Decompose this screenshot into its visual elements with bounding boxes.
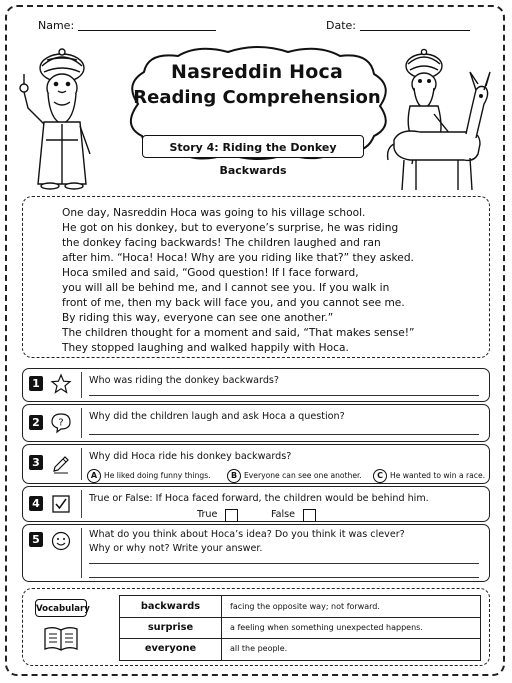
story-line: The children thought for a moment and said, “That makes sense!” bbox=[62, 327, 415, 339]
question-text: Who was riding the donkey backwards? bbox=[89, 375, 280, 386]
question-5 bbox=[22, 524, 490, 582]
story-line: They stopped laughing and walked happily with Hoca. bbox=[62, 342, 349, 354]
hoca-on-donkey-illustration bbox=[380, 44, 498, 194]
hoca-standing-illustration bbox=[14, 44, 114, 194]
question-2 bbox=[22, 404, 490, 442]
story-line: the donkey facing backwards! The children laughed and ran bbox=[62, 237, 381, 249]
choice-a[interactable] bbox=[87, 469, 211, 483]
answer-line[interactable] bbox=[89, 563, 479, 564]
vocabulary-definition: a feeling when something unexpected happens. bbox=[230, 623, 423, 632]
vocabulary-word: everyone bbox=[120, 638, 222, 660]
question-text: Why did the children laugh and ask Hoca a question? bbox=[89, 411, 345, 422]
choice-b[interactable] bbox=[227, 469, 362, 483]
choice-letter: C bbox=[373, 469, 387, 483]
question-text: Why did Hoca ride his donkey backwards? bbox=[89, 451, 292, 462]
story-line: He got on his donkey, but to everyone’s surprise, he was riding bbox=[62, 222, 399, 234]
story-line: you will all be behind me, and I cannot see you. If you walk in bbox=[62, 282, 390, 294]
checkbox-icon bbox=[50, 493, 72, 515]
question-number: 3 bbox=[29, 455, 43, 470]
true-label: True bbox=[197, 509, 218, 520]
name-label: Name: bbox=[38, 19, 75, 32]
question-text: What do you think about Hoca’s idea? Do you think it was clever? bbox=[89, 529, 405, 540]
title-line1: Nasreddin Hoca bbox=[171, 61, 343, 83]
story-line: Hoca smiled and said, “Good question! If I face forward, bbox=[62, 267, 359, 279]
pencil-icon bbox=[50, 453, 72, 475]
vocabulary-word: backwards bbox=[120, 596, 222, 618]
answer-line[interactable] bbox=[89, 395, 479, 396]
question-divider bbox=[81, 372, 82, 398]
story-line: One day, Nasreddin Hoca was going to his village school. bbox=[62, 207, 366, 219]
star-icon bbox=[50, 373, 72, 395]
false-label: False bbox=[271, 509, 296, 520]
choice-letter: A bbox=[87, 469, 101, 483]
vocabulary-definition: facing the opposite way; not forward. bbox=[230, 602, 380, 611]
vocabulary-row bbox=[120, 617, 480, 639]
question-divider bbox=[81, 448, 82, 480]
question-divider bbox=[81, 408, 82, 438]
header-row bbox=[0, 19, 512, 37]
choice-c[interactable] bbox=[373, 469, 485, 483]
smiley-icon bbox=[50, 530, 72, 552]
svg-text:?: ? bbox=[58, 417, 64, 429]
vocabulary-row bbox=[120, 596, 480, 618]
choice-text: He liked doing funny things. bbox=[104, 471, 211, 480]
question-3 bbox=[22, 444, 490, 484]
choice-letter: B bbox=[227, 469, 241, 483]
title-line2: Reading Comprehension bbox=[133, 87, 381, 108]
vocabulary-label: Vocabulary bbox=[35, 599, 87, 617]
vocabulary-table bbox=[119, 595, 481, 661]
question-text-2: Why or why not? Write your answer. bbox=[89, 543, 263, 554]
false-checkbox[interactable] bbox=[303, 509, 316, 522]
question-number: 2 bbox=[29, 415, 43, 430]
date-label: Date: bbox=[326, 19, 356, 32]
vocabulary-definition: all the people. bbox=[230, 644, 288, 653]
story-line: front of me, then my back will face you, and you cannot see me. bbox=[62, 297, 405, 309]
question-4 bbox=[22, 486, 490, 522]
question-divider bbox=[81, 490, 82, 518]
vocabulary-box bbox=[22, 588, 490, 666]
vocabulary-row bbox=[120, 638, 480, 660]
question-text: True or False: If Hoca faced forward, the children would be behind him. bbox=[89, 493, 429, 504]
answer-line[interactable] bbox=[89, 434, 479, 435]
story-line: after him. “Hoca! Hoca! Why are you riding like that?” they asked. bbox=[62, 252, 414, 264]
question-bubble-icon bbox=[50, 412, 72, 434]
true-checkbox[interactable] bbox=[225, 509, 238, 522]
choice-text: He wanted to win a race. bbox=[390, 471, 486, 480]
question-1 bbox=[22, 368, 490, 402]
vocabulary-word: surprise bbox=[120, 617, 222, 639]
question-number: 1 bbox=[29, 376, 43, 391]
story-banner: Story 4: Riding the Donkey Backwards bbox=[142, 135, 364, 158]
name-field[interactable] bbox=[78, 30, 216, 31]
question-number: 5 bbox=[29, 532, 43, 547]
question-number: 4 bbox=[29, 496, 43, 511]
book-icon bbox=[43, 625, 79, 653]
answer-line[interactable] bbox=[89, 577, 479, 578]
question-divider bbox=[81, 528, 82, 578]
choice-text: Everyone can see one another. bbox=[244, 471, 362, 480]
date-field[interactable] bbox=[360, 30, 470, 31]
story-line: By riding this way, everyone can see one another.” bbox=[62, 312, 334, 324]
